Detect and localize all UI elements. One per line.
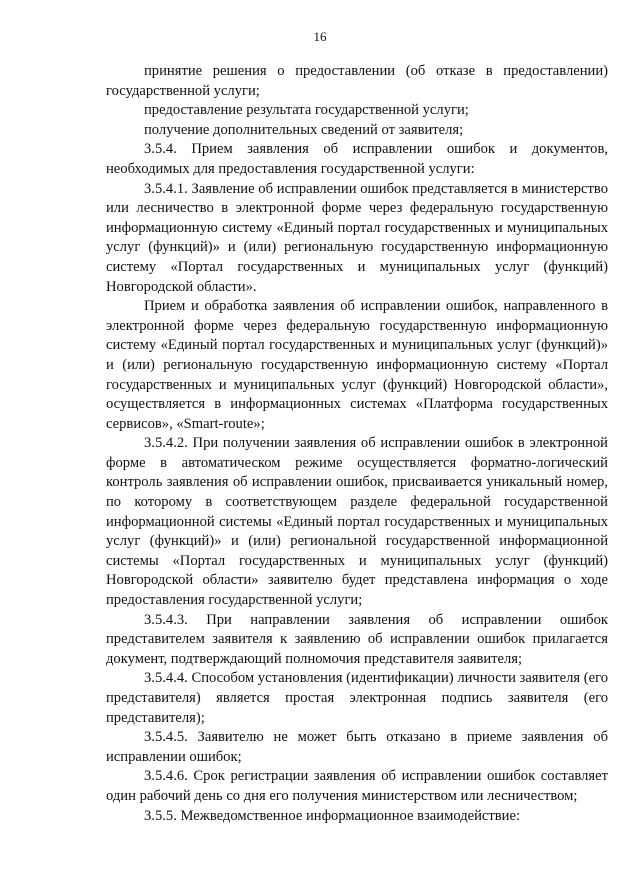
paragraph-result: предоставление результата государственной услуги; (144, 102, 469, 119)
page-number: 16 (313, 29, 327, 44)
paragraph-3-5-4-4: 3.5.4.4. Способом установления (идентификации) личности заявителя (его представителя) является простая электронная подпись заявителя (его представителя); (106, 670, 608, 726)
document-body (106, 62, 608, 826)
paragraph-3-5-4-3: 3.5.4.3. При направлении заявления об исправлении ошибок представителем заявителя к заявлению об исправлении ошибок прилагается документ, подтверждающий полномочия представителя заявителя; (106, 611, 608, 667)
paragraph-3-5-4: 3.5.4. Прием заявления об исправлении ошибок и документов, необходимых для предоставления государственной услуги: (106, 141, 608, 177)
paragraph-3-5-4-2: 3.5.4.2. При получении заявления об исправлении ошибок в электронной форме в автоматическом режиме осуществляется форматно-логический контроль заявления об исправлении ошибок, присваивается уникальный номер, по которому в соответствующем разделе федеральной государственной информационной системы «Единый портал государственных и муниципальных услуг (функций)» и (или) региональной государственной информационной системы «Портал государственных и муниципальных услуг (функций) Новгородской области» заявителю будет представлена информация о ходе предоставления государственной услуги; (106, 435, 608, 609)
paragraph-3-5-4-6: 3.5.4.6. Срок регистрации заявления об исправлении ошибок составляет один рабочий день со дня его получения министерством или лесничеством; (106, 768, 608, 804)
paragraph-decision: принятие решения о предоставлении (об отказе в предоставлении) государственной услуги; (106, 63, 608, 99)
paragraph-3-5-4-5: 3.5.4.5. Заявителю не может быть отказано в приеме заявления об исправлении ошибок; (106, 729, 608, 765)
paragraph-3-5-5: 3.5.5. Межведомственное информационное взаимодействие: (144, 807, 521, 824)
paragraph-3-5-4-1: 3.5.4.1. Заявление об исправлении ошибок представляется в министерство или лесничество в электронной форме через федеральную государственную информационную систему «Единый портал государственных и муниципальных услуг (функций)» и (или) региональную государственную информационную систему «Портал государственных и муниципальных услуг (функций) Новгородской области». (106, 180, 608, 295)
paragraph-additional-info: получение дополнительных сведений от заявителя; (144, 121, 464, 138)
paragraph-processing: Прием и обработка заявления об исправлении ошибок, направленного в электронной форме через федеральную государственную информационную систему «Единый портал государственных и муниципальных услуг (функций)» и (или) региональную государственную информационную систему «Портал государственных и муниципальных услуг (функций) Новгородской области», осуществляется в информационных системах «Платформа государственных сервисов», «Smart-route»; (106, 298, 608, 432)
